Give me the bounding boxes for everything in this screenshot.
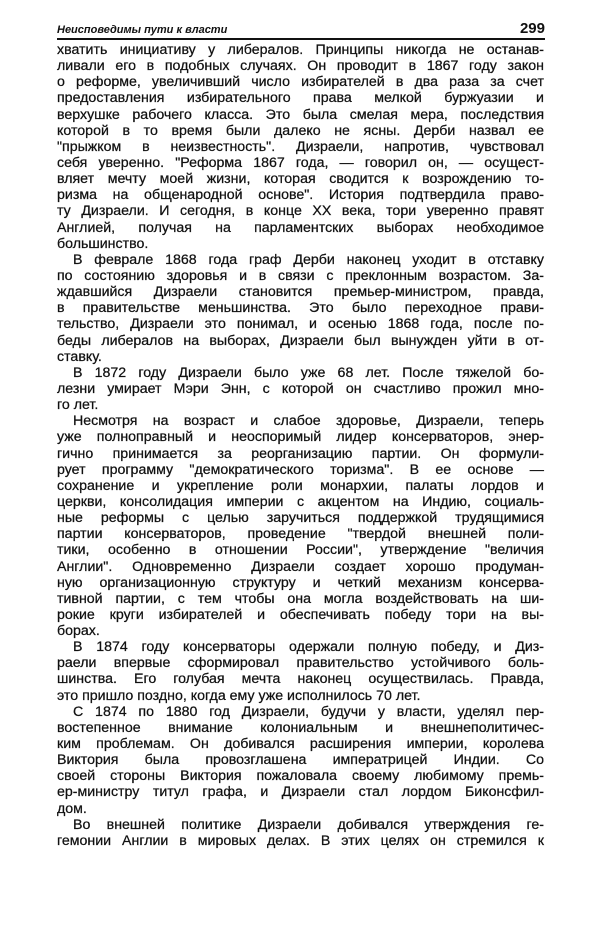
text-line: тельство, Дизраели это понимал, и осенью 1868 года, после по- [57,316,544,333]
text-line: ную организационную структуру и четкий механизм консерва- [57,574,544,591]
text-line: В феврале 1868 года граф Дерби наконец уходит в отставку [73,251,544,268]
text-line: раели впервые сформировал правительство устойчивого боль- [57,655,544,672]
paragraph [57,704,544,817]
text-line: го лет. [57,397,99,414]
text-line: ту Дизраели. И сегодня, в конце XX века, тори уверенно правят [57,203,544,220]
text-line: беды либералов на выборах, Дизраели был вынужден уйти в от- [57,332,544,349]
text-line: ер-министру титул графа, и Дизраели стал лордом Биконсфил- [57,784,544,801]
text-line: о реформе, увеличивший число избирателей в два раза за счет [57,74,544,91]
text-line: тики, особенно в отношении России", утверждение "величия [57,542,544,559]
text-line: Во внешней политике Дизраели добивался утверждения ге- [73,816,544,833]
text-line: В 1872 году Дизраели было уже 68 лет. После тяжелой бо- [73,364,544,381]
text-line: своей стороны Виктория пожаловала своему любимому премь- [57,768,544,785]
text-line: "прыжком в неизвестность". Дизраели, напротив, чувствовал [57,138,544,155]
text-line: лезни умирает Мэри Энн, с которой он счастливо прожил мно- [57,380,544,397]
text-line: ставку. [57,348,102,365]
page-number: 299 [519,20,545,37]
text-line: тивной партии, с тем чтобы она могла воздействовать на ши- [57,590,544,607]
paragraph [57,252,544,365]
text-line: себя уверенно. "Реформа 1867 года, — говорил он, — осущест- [57,154,544,171]
text-line: Виктория была провозглашена императрицей Индии. Со [57,752,544,769]
text-line: большинство. [57,235,149,252]
paragraph [57,413,544,639]
text-line: ливали его в подобных случаях. Он проводит в 1867 году закон [57,58,544,75]
paragraph [57,42,544,252]
text-line: ким проблемам. Он добивался расширения империи, королева [57,736,544,753]
text-line: Несмотря на возраст и слабое здоровье, Дизраели, теперь [73,413,544,430]
text-line: ные реформы с целью заручиться поддержкой трудящимися [57,510,544,527]
paragraph [57,639,544,704]
text-line: церкви, консолидация империи с акцентом на Индию, социаль- [57,493,544,510]
text-line: гемонии Англии в мировых делах. В этих целях он стремился к [57,832,544,849]
text-line: В 1874 году консерваторы одержали полную победу, и Диз- [73,639,544,656]
page-body [57,42,544,849]
text-line: борах. [57,623,100,640]
text-line: верхушке рабочего класса. Это была смелая мера, последствия [57,106,544,123]
text-line: шинства. Его голубая мечта наконец осуществилась. Правда, [57,671,544,688]
text-line: которой в то время были далеко не ясны. Дерби назвал ее [57,122,544,139]
text-line: ризма на общенародной основе". История подтвердила право- [57,187,544,204]
text-line: Англии". Одновременно Дизраели создает хорошо продуман- [57,558,544,575]
text-line: по состоянию здоровья и в связи с преклонным возрастом. За- [57,267,544,284]
text-line: востепенное внимание колониальным и внешнеполитичес- [57,719,544,736]
text-line: предоставления избирательного права мелкой буржуазии и [57,90,544,107]
text-line: в правительстве меньшинства. Это было переходное прави- [57,300,544,317]
text-line: хватить инициативу у либералов. Принципы никогда не останав- [57,42,544,58]
running-title: Неисповедимы пути к власти [57,24,228,36]
text-line: ждавшийся Дизраели становится премьер-министром, правда, [57,284,544,301]
text-line: гично принимается за реорганизацию партии. Он формули- [57,445,544,462]
text-line: С 1874 по 1880 год Дизраели, будучи у власти, уделял пер- [73,703,544,720]
paragraph [57,817,544,849]
text-line: вляет мечту моей жизни, которая сводится к возрождению то- [57,171,544,188]
running-header [57,18,545,40]
text-line: дом. [57,800,87,817]
text-line: сохранение и укрепление роли монархии, палаты лордов и [57,477,544,494]
text-line: партии консерваторов, проведение "твердой внешней поли- [57,526,544,543]
text-line: рует программу "демократического торизма". В ее основе — [57,461,544,478]
text-line: уже полноправный и неоспоримый лидер консерваторов, энер- [57,429,544,446]
text-line: Англией, получая на парламентских выборах необходимое [57,219,544,236]
text-line: это пришло поздно, когда ему уже исполнилось 70 лет. [57,687,421,704]
text-line: рокие круги избирателей и обеспечивать победу тори на вы- [57,606,544,623]
paragraph [57,365,544,413]
